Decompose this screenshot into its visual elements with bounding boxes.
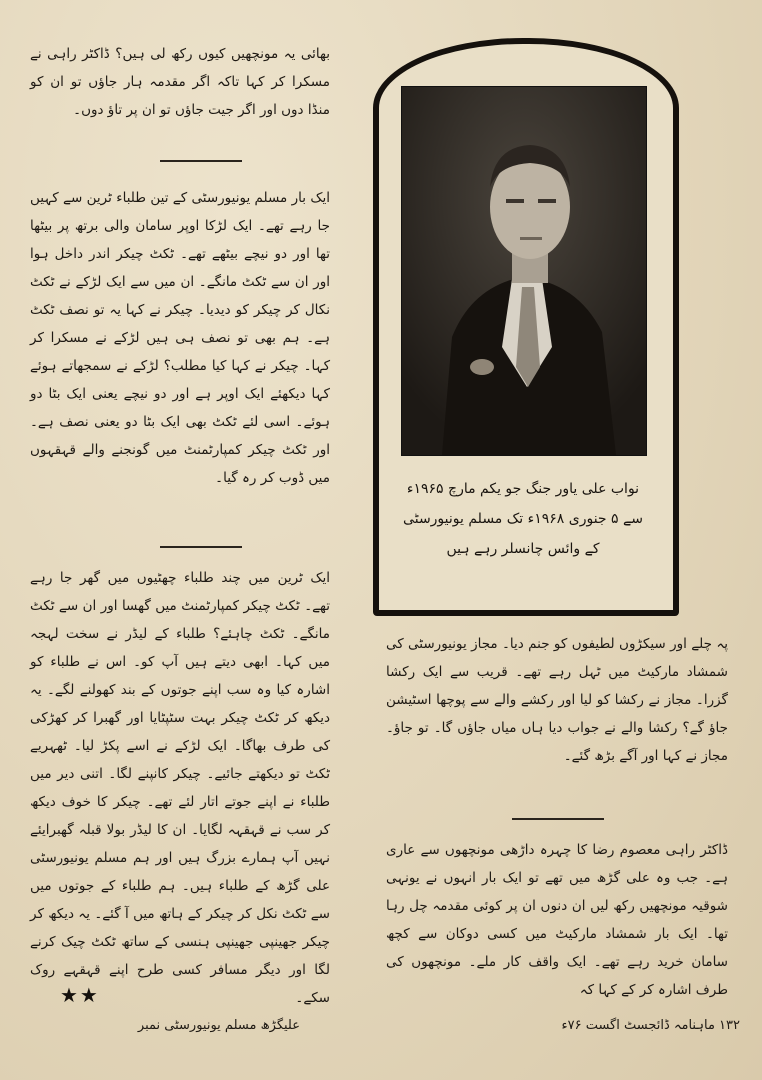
anecdote-shoes-ticket: ایک ٹرین میں چند طلباء چھٹیوں میں گھر جا رہے تھے۔ ٹکٹ چیکر کمپارٹمنٹ میں گھسا اور ان سے ٹکٹ مانگے۔ ٹکٹ چاہئے؟ طلباء کے لیڈر نے سخت لہجہ میں کہا۔ ابھی دیتے ہیں آپ کو۔ اس نے طلباء کو اشارہ کیا وہ سب اپنے جوتوں کے بند کھولنے لگے۔ یہ دیکھ کر ٹکٹ چیکر بہت سٹپٹایا اور گھبرا کر کھڑکی کی طرف بھاگا۔ ایک لڑکے نے اسے پکڑ لیا۔ ٹھہریے ٹکٹ تو دیکھتے جائیے۔ چیکر کانپنے لگا۔ اتنی دیر میں طلباء نے اپنے جوتے اتار لئے تھے۔ چیکر کا خوف دیکھ کر سب نے قہقہہ لگایا۔ ان کا لیڈر بولا قبلہ گھبرایئے نہیں آپ ہمارے بزرگ ہیں اور ہم مسلم یونیورسٹی علی گڑھ کے طلباء ہیں۔ ہم طلباء کے جوتوں میں سے ٹکٹ نکل کر چیکر کے ہاتھ میں آ گئے۔ یہ دیکھ کر چیکر جھینپی جھینپی ہنسی کے ساتھ ٹکٹ چیک کرنے لگا اور دیگر مسافر کسی طرح اپنے قہقہے روک سکے۔ bbox=[30, 570, 330, 1006]
decorative-stars: ★★ bbox=[60, 983, 100, 1007]
footer-issue-name: علیگڑھ مسلم یونیورسٹی نمبر bbox=[137, 1018, 300, 1033]
anecdote-rahi-moustache: ڈاکٹر راہی معصوم رضا کا چہرہ داڑھی مونچھوں سے عاری ہے۔ جب وہ علی گڑھ میں تھے تو ایک بار انہوں نے یونہی شوقیہ مونچھیں رکھ لیں ان دنوں ان پر کوئی مقدمہ چل رہا تھا۔ ایک بار شمشاد مارکیٹ میں کسی دوکان سے کچھ سامان خرید رہے تھے۔ ایک واقف کار ملے۔ مونچھوں کی طرف اشارہ کر کے کہا کہ bbox=[386, 842, 728, 998]
section-divider bbox=[160, 546, 242, 548]
anecdote-half-ticket: ایک بار مسلم یونیورسٹی کے تین طلباء ٹرین سے کہیں جا رہے تھے۔ ایک لڑکا اوپر سامان والی برتھ پر بیٹھا تھا اور دو نیچے بیٹھے تھے۔ ٹکٹ چیکر اندر داخل ہوا اور ان سے ٹکٹ مانگے۔ ان میں سے ایک لڑکے نے ٹکٹ نکال کر چیکر کو دیدیا۔ چیکر نے کہا یہ تو نصف ٹکٹ ہے۔ ہم بھی تو نصف ہی ہیں لڑکے نے مسکرا کر کہا۔ چیکر نے کہا کیا مطلب؟ لڑکے نے سمجھاتے ہوئے کہا دیکھئے ایک اوپر ہے اور دو نیچے یعنی ایک بٹا دو ہوئے۔ اسی لئے ٹکٹ بھی ایک بٹا دو یعنی نصف ہے۔ اور ٹکٹ چیکر کمپارٹمنٹ میں گونجنے والے قہقہوں میں ڈوب کر رہ گیا۔ bbox=[30, 190, 330, 486]
portrait-photo bbox=[401, 86, 647, 456]
section-divider bbox=[160, 160, 242, 162]
photo-caption: نواب علی یاور جنگ جو یکم مارچ ۱۹۶۵ء سے ۵ جنوری ۱۹۶۸ء تک مسلم یونیورسٹی کے وائس چانسلر رہے ہیں bbox=[403, 481, 643, 557]
anecdote-moustache-ending: بھائی یہ مونچھیں کیوں رکھ لی ہیں؟ ڈاکٹر راہی نے مسکرا کر کہا تاکہ اگر مقدمہ ہار جاؤں تو ان کو منڈا دوں اور اگر جیت جاؤں تو ان پر تاؤ دوں۔ bbox=[30, 46, 330, 118]
anecdote-majaz-rickshaw: پہ چلے اور سیکڑوں لطیفوں کو جنم دیا۔ مجاز یونیورسٹی کی شمشاد مارکیٹ میں ٹہل رہے تھے۔ قریب سے ایک رکشا گزرا۔ مجاز نے رکشا کو لیا اور رکشے والے سے پوچھا اسٹیشن جاؤ گے؟ رکشا والے نے جواب دیا ہاں میاں جاؤں گا۔ تو جاؤ۔ مجاز نے کہا اور آگے بڑھ گئے۔ bbox=[386, 636, 728, 764]
footer-page-number: ۱۳۲ ماہنامہ ڈائجسٹ اگست ۷۶ء bbox=[561, 1018, 740, 1033]
section-divider bbox=[512, 818, 604, 820]
portrait-figure bbox=[402, 87, 646, 455]
